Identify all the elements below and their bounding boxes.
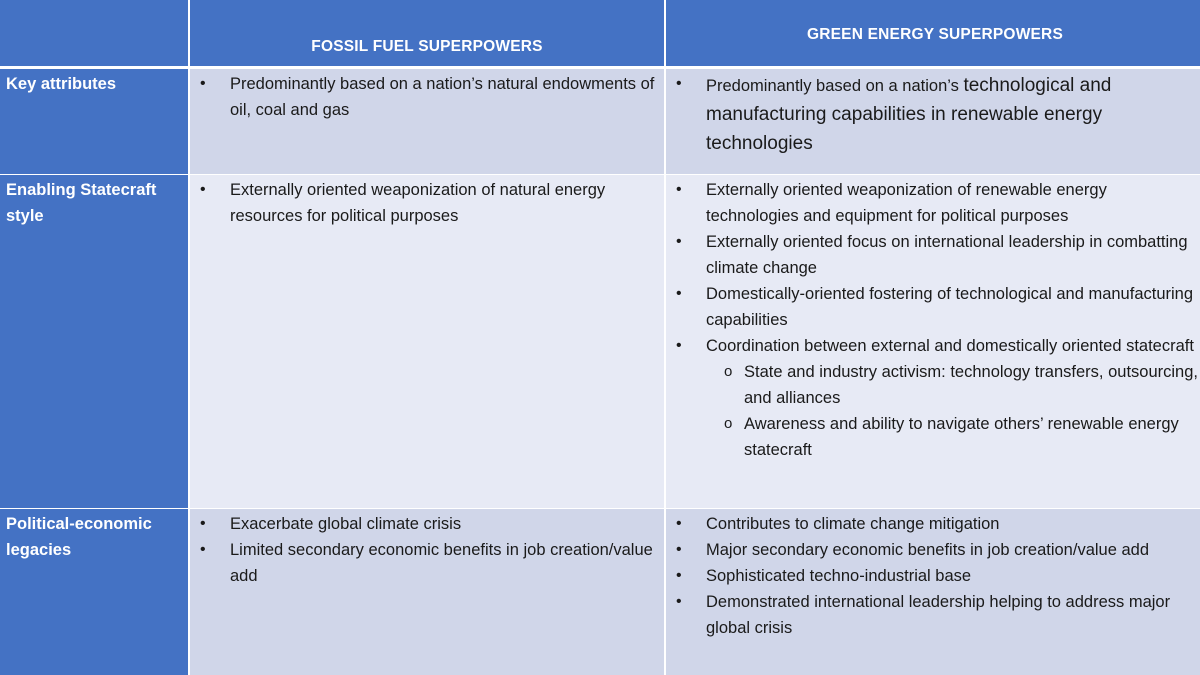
list-item: • Exacerbate global climate crisis <box>198 511 660 537</box>
list-item: • Sophisticated techno-industrial base <box>674 563 1200 589</box>
header-green-label: GREEN ENERGY SUPERPOWERS <box>806 26 1063 43</box>
fossil-legacies-cell <box>190 508 664 675</box>
list-item: • Predominantly based on a nation’s natural endowments of oil, coal and gas <box>198 71 660 123</box>
list-item: • Domestically-oriented fostering of technological and manufacturing capabilities <box>674 281 1200 333</box>
header-fossil-cell <box>190 0 664 68</box>
sub-list-item: o State and industry activism: technology transfers, outsourcing, and alliances <box>712 359 1200 411</box>
green-key-attributes-cell <box>666 68 1200 174</box>
list-item: • Demonstrated international leadership helping to address major global crisis <box>674 589 1200 641</box>
list-item: • Coordination between external and domestically oriented statecraft <box>674 333 1200 359</box>
list-item: • Externally oriented focus on international leadership in combatting climate change <box>674 229 1200 281</box>
list-item <box>674 71 1200 158</box>
fossil-key-attributes-cell <box>190 68 664 174</box>
header-corner-cell <box>0 0 188 68</box>
fossil-statecraft-cell <box>190 174 664 508</box>
list-item: • Contributes to climate change mitigation <box>674 511 1200 537</box>
row-label-key-attributes: Key attributes <box>0 68 188 174</box>
list-item: • Externally oriented weaponization of natural energy resources for political purposes <box>198 177 660 229</box>
row-label-legacies: Political-economic legacies <box>0 508 188 675</box>
list-item: • Limited secondary economic benefits in job creation/value add <box>198 537 660 589</box>
green-key-emphasis: technological and manufacturing capabilities in renewable energy technologies <box>706 75 1112 154</box>
list-item: • Major secondary economic benefits in job creation/value add <box>674 537 1200 563</box>
green-statecraft-cell <box>666 174 1200 508</box>
sub-list-item: o Awareness and ability to navigate others’ renewable energy statecraft <box>712 411 1200 463</box>
header-fossil-label: FOSSIL FUEL SUPERPOWERS <box>311 38 543 55</box>
green-legacies-cell <box>666 508 1200 675</box>
row-label-statecraft-style: Enabling Statecraft style <box>0 174 188 508</box>
list-item: • Externally oriented weaponization of renewable energy technologies and equipment for political purposes <box>674 177 1200 229</box>
green-key-prefix: Predominantly based on a nation’s <box>706 77 964 95</box>
header-green-cell <box>666 0 1200 68</box>
